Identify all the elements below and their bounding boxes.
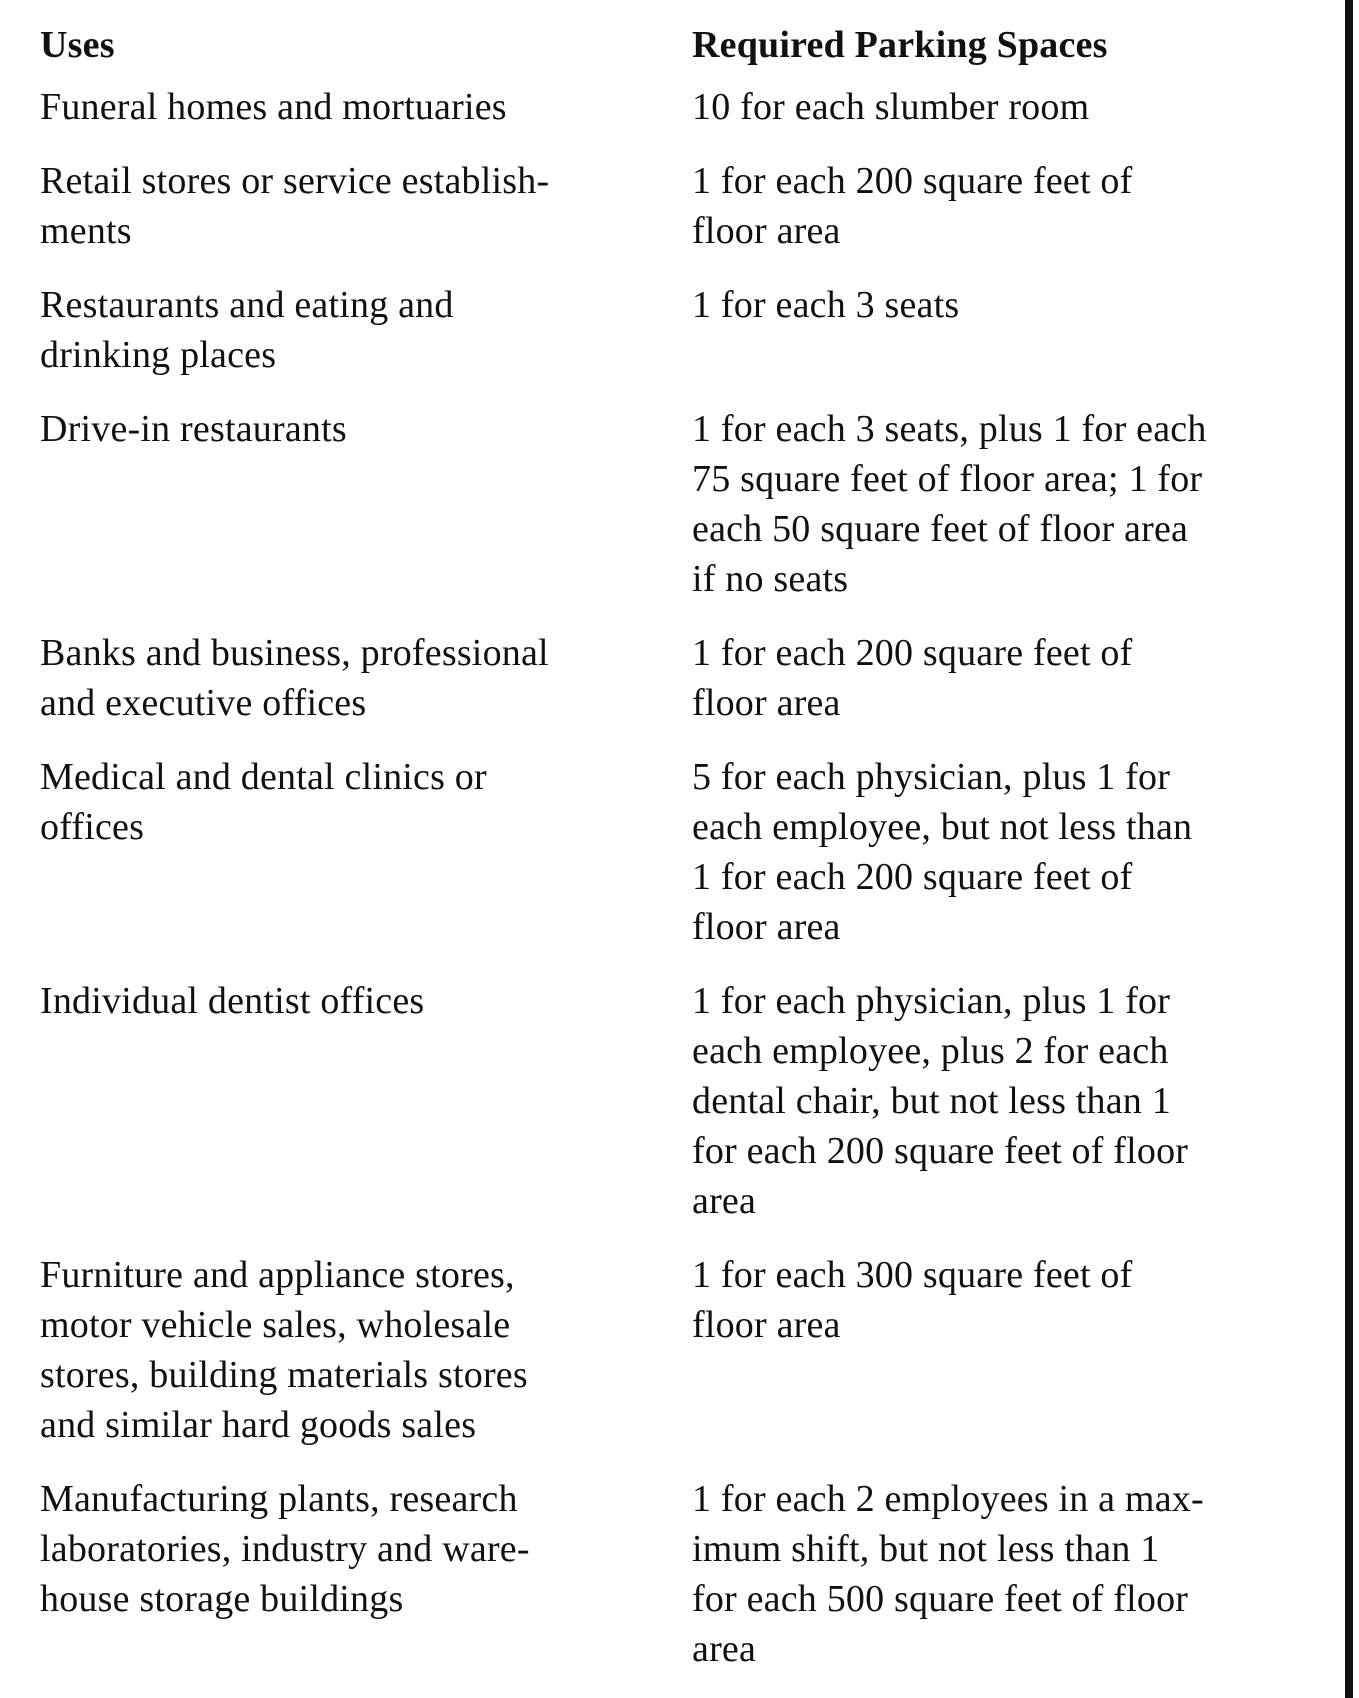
use-text-line: Manufacturing plants, research	[40, 1478, 518, 1520]
use-text-line: ments	[40, 210, 132, 252]
use-text-line: Banks and business, professional	[40, 632, 549, 674]
use-cell	[40, 156, 692, 256]
use-text-line: stores, building materials stores	[40, 1354, 528, 1396]
required-text-line: for each 500 square feet of floor	[692, 1578, 1189, 1620]
table-row	[40, 280, 1310, 380]
header-required-parking-spaces: Required Parking Spaces	[692, 24, 1108, 66]
table-row	[40, 82, 1310, 132]
use-text-line: Restaurants and eating and	[40, 284, 454, 326]
required-text-line: each employee, but not less than	[692, 806, 1193, 848]
use-text-line: Funeral homes and mortuaries	[40, 86, 507, 128]
table-row	[40, 1474, 1310, 1674]
required-spaces-cell	[692, 976, 1302, 1226]
use-text-line: laboratories, industry and ware-	[40, 1528, 530, 1570]
required-text-line: floor area	[692, 682, 841, 724]
required-text-line: imum shift, but not less than 1	[692, 1528, 1160, 1570]
use-text-line: Furniture and appliance stores,	[40, 1254, 515, 1296]
required-text-line: floor area	[692, 1304, 841, 1346]
use-text-line: Medical and dental clinics or	[40, 756, 487, 798]
required-text-line: each employee, plus 2 for each	[692, 1030, 1169, 1072]
table-row	[40, 976, 1310, 1226]
use-text-line: house storage buildings	[40, 1578, 404, 1620]
required-text-line: 5 for each physician, plus 1 for	[692, 756, 1171, 798]
use-cell	[40, 752, 692, 852]
required-text-line: 1 for each 300 square feet of	[692, 1254, 1133, 1296]
required-text-line: 1 for each 200 square feet of	[692, 856, 1133, 898]
required-text-line: floor area	[692, 210, 841, 252]
required-spaces-cell	[692, 752, 1302, 952]
use-cell	[40, 1250, 692, 1450]
use-cell	[40, 628, 692, 728]
use-text-line: drinking places	[40, 334, 277, 376]
required-text-line: 1 for each 200 square feet of	[692, 160, 1133, 202]
required-spaces-cell	[692, 404, 1302, 604]
required-text-line: 1 for each 3 seats, plus 1 for each	[692, 408, 1207, 450]
required-text-line: dental chair, but not less than 1	[692, 1080, 1171, 1122]
use-cell	[40, 404, 692, 454]
required-text-line: area	[692, 1180, 757, 1222]
required-text-line: 75 square feet of floor area; 1 for	[692, 458, 1203, 500]
use-cell	[40, 280, 692, 380]
required-text-line: 10 for each slumber room	[692, 86, 1090, 128]
table-row	[40, 1250, 1310, 1450]
use-text-line: and executive offices	[40, 682, 367, 724]
required-text-line: for each 200 square feet of floor	[692, 1130, 1189, 1172]
required-text-line: floor area	[692, 906, 841, 948]
use-cell	[40, 976, 692, 1026]
required-text-line: 1 for each 200 square feet of	[692, 632, 1133, 674]
required-spaces-cell	[692, 82, 1302, 132]
use-cell	[40, 1474, 692, 1624]
required-text-line: 1 for each physician, plus 1 for	[692, 980, 1171, 1022]
table-body	[40, 82, 1310, 1674]
required-spaces-cell	[692, 1250, 1302, 1350]
table-header-row	[40, 20, 1310, 70]
table-row	[40, 628, 1310, 728]
required-spaces-cell	[692, 1474, 1302, 1674]
header-uses: Uses	[40, 24, 115, 66]
required-text-line: area	[692, 1628, 757, 1670]
right-border-rule	[1345, 0, 1353, 1698]
table-row	[40, 752, 1310, 952]
use-cell	[40, 82, 692, 132]
required-spaces-cell	[692, 156, 1302, 256]
required-text-line: if no seats	[692, 558, 849, 600]
required-text-line: each 50 square feet of floor area	[692, 508, 1189, 550]
use-text-line: and similar hard goods sales	[40, 1404, 477, 1446]
required-spaces-cell	[692, 628, 1302, 728]
use-text-line: Individual dentist offices	[40, 980, 425, 1022]
use-text-line: motor vehicle sales, wholesale	[40, 1304, 511, 1346]
table-row	[40, 156, 1310, 256]
use-text-line: Retail stores or service establish-	[40, 160, 550, 202]
required-text-line: 1 for each 2 employees in a max-	[692, 1478, 1204, 1520]
required-spaces-cell	[692, 280, 1302, 330]
use-text-line: Drive-in restaurants	[40, 408, 347, 450]
table-row	[40, 404, 1310, 604]
use-text-line: offices	[40, 806, 145, 848]
required-text-line: 1 for each 3 seats	[692, 284, 960, 326]
parking-requirements-table	[40, 20, 1310, 1698]
